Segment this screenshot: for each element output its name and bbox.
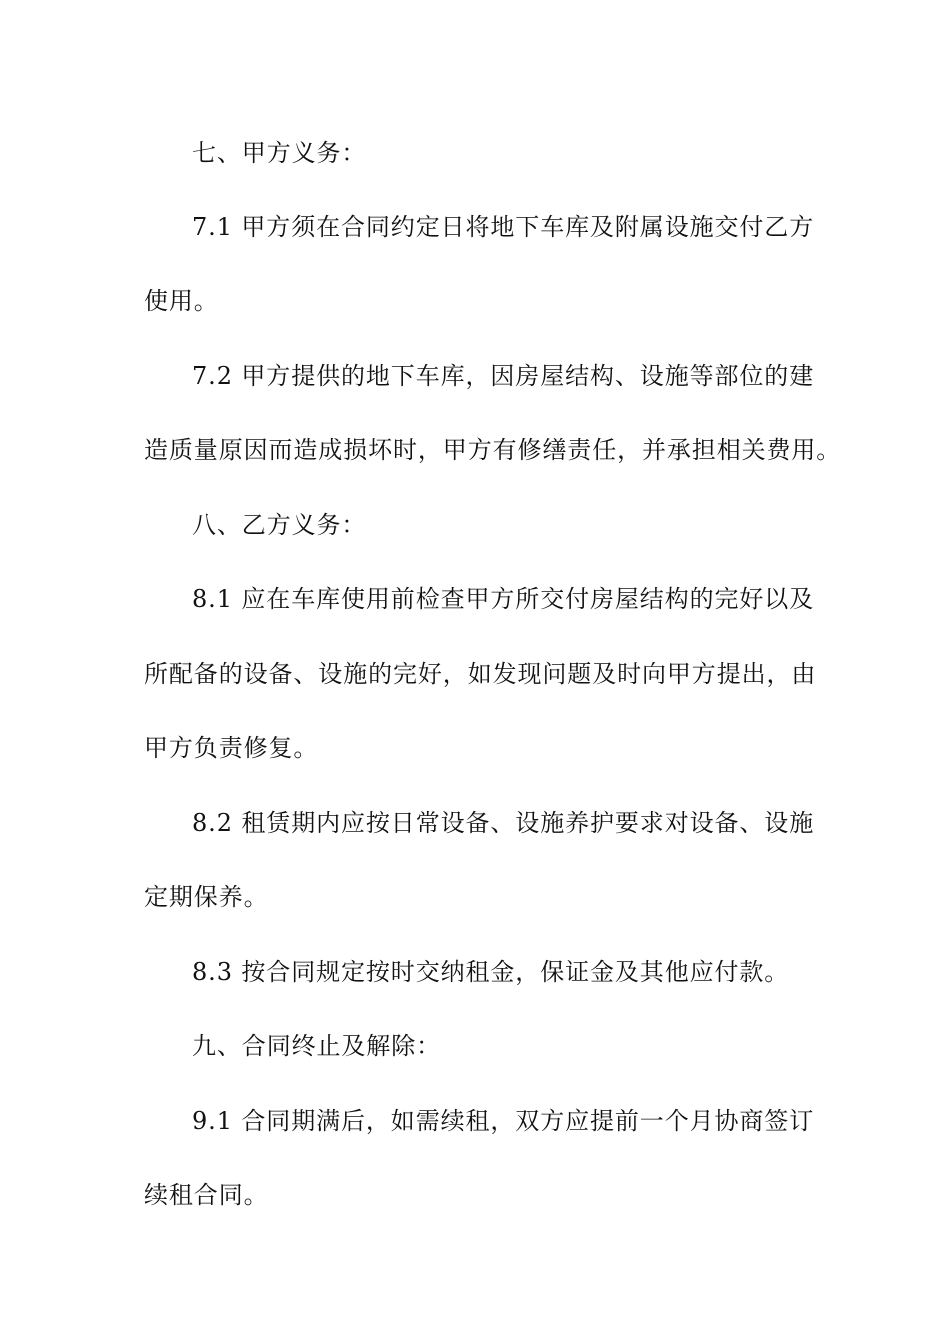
clause-7-1-line-1: 7.1 甲方须在合同约定日将地下车库及附属设施交付乙方 [192, 213, 815, 241]
clause-8-1-line-3: 甲方负责修复。 [144, 734, 319, 762]
clause-7-2-line-1: 7.2 甲方提供的地下车库，因房屋结构、设施等部位的建 [192, 362, 815, 390]
clause-8-1-line-1: 8.1 应在车库使用前检查甲方所交付房屋结构的完好以及 [192, 585, 815, 613]
section-heading-9: 九、合同终止及解除： [192, 1032, 441, 1060]
clause-7-2-line-2: 造质量原因而造成损坏时，甲方有修缮责任，并承担相关费用。 [144, 436, 842, 464]
clause-9-1-line-1: 9.1 合同期满后，如需续租，双方应提前一个月协商签订 [192, 1107, 815, 1135]
clause-9-1-line-2: 续租合同。 [144, 1181, 269, 1209]
section-heading-7: 七、甲方义务： [192, 139, 367, 167]
clause-8-2-line-2: 定期保养。 [144, 883, 269, 911]
clause-8-3: 8.3 按合同规定按时交纳租金，保证金及其他应付款。 [192, 958, 790, 986]
section-heading-8: 八、乙方义务： [192, 511, 367, 539]
clause-7-1-line-2: 使用。 [144, 287, 219, 315]
clause-8-1-line-2: 所配备的设备、设施的完好，如发现问题及时向甲方提出，由 [144, 660, 817, 688]
clause-8-2-line-1: 8.2 租赁期内应按日常设备、设施养护要求对设备、设施 [192, 809, 815, 837]
